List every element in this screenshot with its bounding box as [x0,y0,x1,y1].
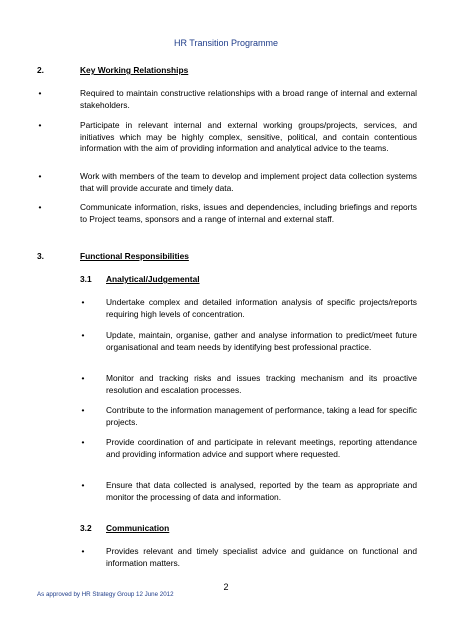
page-header: HR Transition Programme [173,38,279,48]
bullet-text: Provides relevant and timely specialist advice and guidance on functional and information matters. [106,546,417,568]
bullet-marker: • [81,330,85,340]
bullet-text: Monitor and tracking risks and issues tracking mechanism and its proactive resolution and escalation processes. [106,373,417,395]
bullet-marker: • [81,437,85,447]
footer-note: As approved by HR Strategy Group 12 June 2012 [37,591,174,598]
bullet-text: Undertake complex and detailed information analysis of specific projects/reports requiring high levels of concentration. [106,297,417,319]
subsection-number: 3.2 [80,523,92,533]
bullet-marker: • [81,405,85,415]
bullet-marker: • [81,480,85,490]
section-heading: Functional Responsibilities [80,251,189,261]
bullet-text: Contribute to the information management of performance, taking a lead for specific projects. [106,405,417,427]
bullet-text: Participate in relevant internal and external working groups/projects, services, and initiatives which may be highly complex, sensitive, political, and contain contentious information with the aim of providing information and analytical advice to the teams. [80,120,417,154]
bullet-marker: • [81,373,85,383]
bullet-marker: • [38,88,42,98]
bullet-marker: • [38,202,42,212]
section-number: 3. [37,251,44,261]
section-number: 2. [37,65,44,75]
subsection-number: 3.1 [80,274,92,284]
bullet-text: Communicate information, risks, issues and dependencies, including briefings and reports to Project teams, sponsors and a range of internal and external staff. [80,202,417,224]
bullet-marker: • [81,297,85,307]
subsection-heading: Communication [106,523,170,533]
bullet-marker: • [38,120,42,130]
page-number: 2 [223,582,229,592]
bullet-text: Ensure that data collected is analysed, reported by the team as appropriate and monitor the processing of data and information. [106,480,417,502]
section-heading: Key Working Relationships [80,65,189,75]
bullet-text: Work with members of the team to develop and implement project data collection systems that will provide accurate and timely data. [80,171,417,193]
subsection-heading: Analytical/Judgemental [106,274,200,284]
bullet-marker: • [38,171,42,181]
bullet-marker: • [81,546,85,556]
bullet-text: Update, maintain, organise, gather and analyse information to predict/meet future organisational and team needs by identifying best professional practice. [106,330,417,352]
bullet-text: Provide coordination of and participate in relevant meetings, reporting attendance and providing information advice and support where requested. [106,437,417,459]
bullet-text: Required to maintain constructive relationships with a broad range of internal and external stakeholders. [80,88,417,110]
